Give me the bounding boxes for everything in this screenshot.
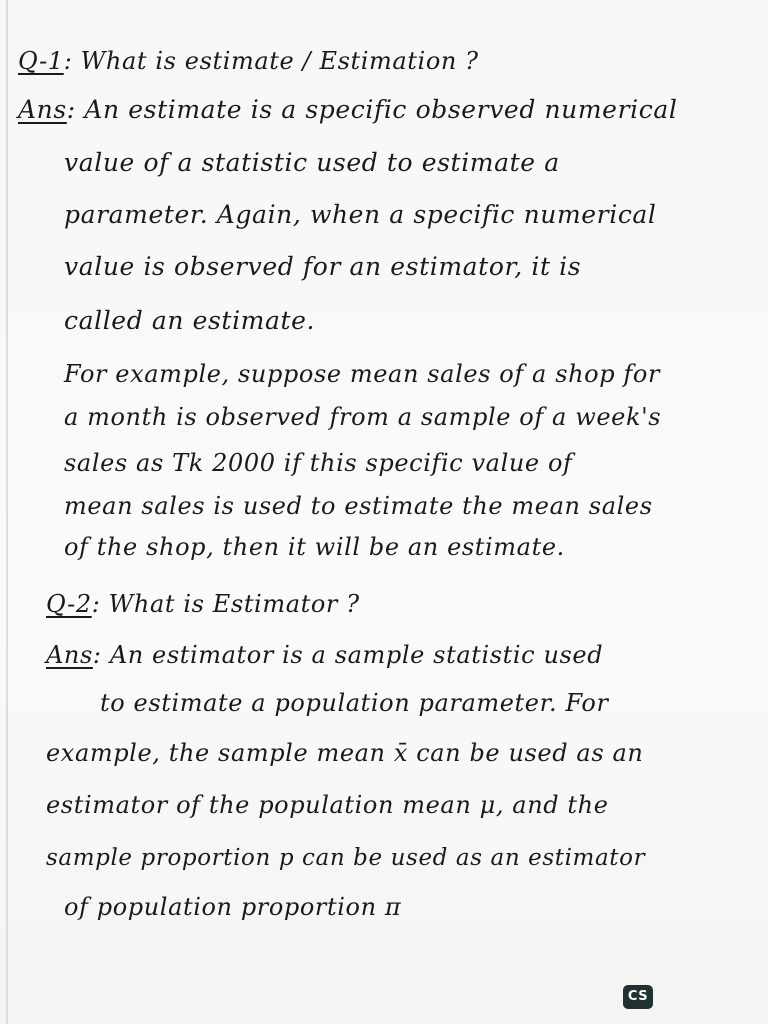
example-line-1: For example, suppose mean sales of a shop for xyxy=(64,360,661,388)
answer-1-line-3: parameter. Again, when a specific numerical xyxy=(64,200,657,229)
answer-2-label: Ans xyxy=(46,641,93,669)
answer-2-text: : An estimator is a sample statistic used xyxy=(92,641,604,669)
question-2-text: : What is Estimator ? xyxy=(91,590,360,618)
answer-2-line-3: example, the sample mean x̄ can be used as an xyxy=(46,739,644,767)
answer-1-line-2: value of a statistic used to estimate a xyxy=(64,148,560,177)
answer-1-label: Ans xyxy=(18,95,67,124)
example-line-2: a month is observed from a sample of a week's xyxy=(64,403,662,431)
answer-1-line-4: value is observed for an estimator, it is xyxy=(64,252,582,281)
page-edge xyxy=(6,0,8,1024)
camscanner-logo: CS xyxy=(623,985,653,1009)
example-line-5: of the shop, then it will be an estimate. xyxy=(64,533,565,561)
answer-2-line-2: to estimate a population parameter. For xyxy=(100,689,609,717)
question-1-text: : What is estimate / Estimation ? xyxy=(63,47,479,75)
example-line-4: mean sales is used to estimate the mean sales xyxy=(64,492,653,520)
answer-1-text: : An estimate is a specific observed numerical xyxy=(66,95,678,124)
answer-2-line-5: sample proportion p can be used as an estimator xyxy=(46,845,646,871)
example-line-3: sales as Tk 2000 if this specific value of xyxy=(64,449,573,477)
question-2 xyxy=(46,589,360,619)
answer-1-line-5: called an estimate. xyxy=(64,306,316,335)
answer-1-line-1 xyxy=(18,95,677,125)
question-2-label: Q-2 xyxy=(46,590,92,618)
answer-2-line-4: estimator of the population mean μ, and the xyxy=(46,791,609,819)
question-1 xyxy=(18,46,479,76)
question-1-label: Q-1 xyxy=(18,47,64,75)
answer-2-line-1 xyxy=(46,640,603,670)
answer-2-line-6: of population proportion π xyxy=(64,893,402,921)
